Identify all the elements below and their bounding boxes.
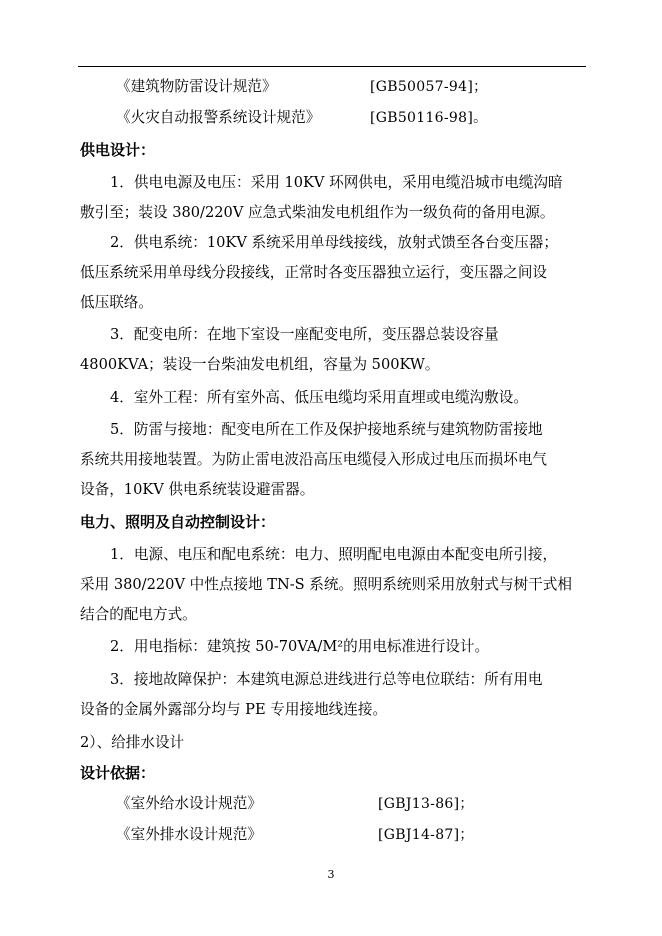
paragraph-line: 采用 380/220V 中性点接地 TN-S 系统。照明系统则采用放射式与树干式相 [80, 576, 572, 593]
page-number: 3 [327, 868, 335, 881]
reference-code: [GBJ13-86]； [378, 796, 474, 812]
paragraph-line: 3．接地故障保护：本建筑电源总进线进行总等电位联结：所有用电 [110, 671, 543, 688]
paragraph-line: 设备的金属外露部分均与 PE 专用接地线连接。 [80, 701, 388, 718]
paragraph-line: 2．用电指标：建筑按 50-70VA/M²的用电标准进行设计。 [110, 638, 490, 655]
reference-title: 《室外给水设计规范》 [116, 795, 262, 812]
header-rule [78, 66, 586, 67]
section-heading-lighting: 电力、照明及自动控制设计： [80, 513, 276, 531]
reference-title: 《火灾自动报警系统设计规范》 [116, 109, 321, 126]
section-heading-power-supply: 供电设计： [80, 141, 156, 159]
paragraph-line: 设备，10KV 供电系统装设避雷器。 [80, 481, 315, 498]
reference-title: 《建筑物防雷设计规范》 [116, 78, 277, 95]
paragraph-line: 3．配变电所：在地下室设一座配变电所，变压器总装设容量 [110, 326, 499, 343]
paragraph-line: 2．供电系统：10KV 系统采用单母线接线，放射式馈至各台变压器； [110, 234, 558, 251]
paragraph-line: 1．供电电源及电压：采用 10KV 环网供电，采用电缆沿城市电缆沟暗 [110, 174, 563, 191]
reference-code: [GBJ14-87]； [378, 827, 474, 843]
paragraph-line: 4800KVA；装设一台柴油发电机组，容量为 500KW。 [80, 356, 440, 373]
reference-code: [GB50057-94]； [370, 79, 488, 95]
paragraph-line: 5．防雷与接地：配变电所在工作及保护接地系统与建筑物防雷接地 [110, 421, 543, 438]
section-heading-basis: 设计依据： [80, 764, 156, 782]
paragraph-line: 低压联络。 [80, 294, 153, 311]
paragraph-line: 低压系统采用单母线分段接线，正常时各变压器独立运行，变压器之间设 [80, 264, 548, 281]
reference-title: 《室外排水设计规范》 [116, 826, 262, 843]
paragraph-line: 1．电源、电压和配电系统：电力、照明配电电源由本配变电所引接， [110, 546, 558, 563]
paragraph-line: 敷引至；装设 380/220V 应急式柴油发电机组作为一级负荷的备用电源。 [80, 204, 555, 221]
paragraph-line: 4．室外工程：所有室外高、低压电缆均采用直埋或电缆沟敷设。 [110, 389, 528, 406]
paragraph-line: 系统共用接地装置。为防止雷电波沿高压电缆侵入形成过电压而损坏电气 [80, 451, 548, 468]
paragraph-line: 结合的配电方式。 [80, 606, 197, 623]
reference-code: [GB50116-98]。 [370, 110, 488, 126]
section-title-water: 2）、给排水设计 [80, 734, 185, 751]
